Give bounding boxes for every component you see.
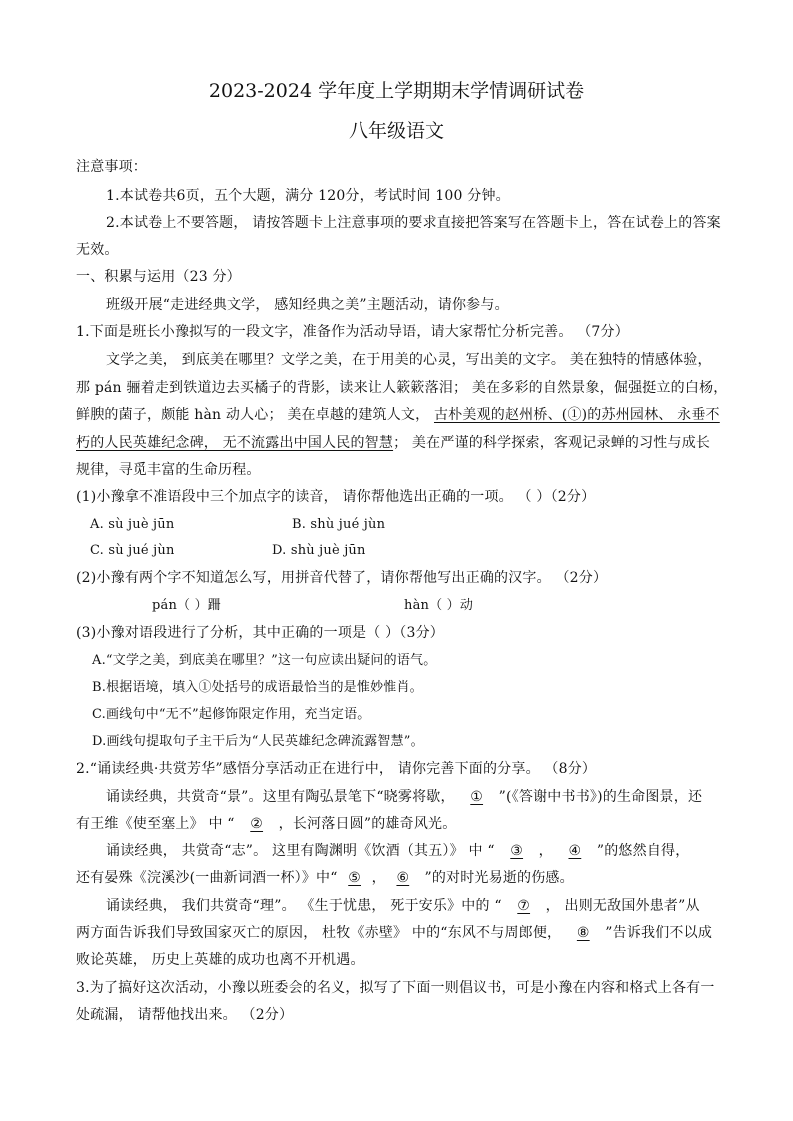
option-3c: C.画线句中“无不”起修饰限定作用，充当定语。 [92, 707, 371, 722]
underlined-sentence-part-1: 古朴美观的赵州桥、(①)的苏州园林、 永垂不 [433, 407, 720, 423]
passage-line-4 [76, 434, 710, 452]
answer-blank-1: ① [470, 789, 484, 805]
question-2-stem: 2.“诵读经典·共赏芳华”感悟分享活动正在进行中， 请你完善下面的分享。 （8分） [76, 761, 597, 777]
passage-line-1: 文学之美， 到底美在哪里？文学之美，在于用美的心灵，写出美的文字。 美在独特的情感体验， [106, 352, 712, 368]
sub-question-3-stem: (3)小豫对语段进行了分析，其中正确的一项是（ ）（3分） [76, 625, 444, 641]
answer-blank-7: ⑦ [517, 898, 531, 914]
q2-line-5 [106, 897, 700, 915]
answer-blank-6: ⑥ [396, 870, 410, 886]
q2-line-5-tail: ， 出则无敌国外患者”从 [545, 898, 700, 914]
fill-blank-han: hàn（ ）动 [404, 598, 474, 613]
section-1-intro: 班级开展“走进经典文学， 感知经典之美”主题活动，请你参与。 [106, 297, 509, 313]
answer-blank-4: ④ [568, 843, 582, 859]
q2-line-4-comma: ， [371, 870, 386, 886]
passage-line-3-text: 鲜腴的菌子，颇能 hàn 动人心； 美在卓越的建筑人文， [76, 407, 434, 423]
option-3a: A.“文学之美，到底美在哪里？”这一句应读出疑问的语气。 [92, 653, 437, 668]
question-1-stem: 1.下面是班长小豫拟写的一段文字，准备作为活动导语，请大家帮忙分析完善。 （7分） [76, 324, 629, 340]
q2-line-3-text: 诵读经典， 共赏奇“志”。 这里有陶渊明《饮酒（其五）》 中 “ [106, 843, 495, 859]
q2-line-2-text: 有王维《使至塞上》 中 “ [76, 816, 235, 832]
question-3-line-1: 3.为了搞好这次活动，小豫以班委会的名义，拟写了下面一则倡议书，可是小豫在内容和格式上各有一 [76, 980, 715, 996]
answer-blank-3: ③ [510, 843, 524, 859]
notes-heading: 注意事项： [76, 159, 147, 175]
question-3-line-2: 处疏漏， 请帮他找出来。 （2分） [76, 1007, 294, 1023]
q2-line-1-tail: ”(《答谢中书书》)的生命图景，还 [498, 789, 703, 805]
note-item-1: 1.本试卷共6页，五个大题，满分 120分，考试时间 100 分钟。 [106, 188, 510, 204]
q2-line-7: 败论英雄， 历史上英雄的成功也离不开机遇。 [76, 952, 365, 968]
exam-title: 2023-2024 学年度上学期期末学情调研试卷 [208, 80, 585, 102]
option-1c: C. sù jué jùn [90, 543, 175, 558]
option-1b: B. shù jué jùn [292, 517, 386, 532]
fill-blank-pan: pán（ ）跚 [152, 598, 221, 613]
option-1a: A. sù juè jūn [90, 517, 175, 532]
passage-line-4-text: ； 美在严谨的科学探索，客观记录蝉的习性与成长 [393, 435, 711, 451]
q2-line-6-tail: ”告诉我们不以成 [605, 925, 713, 941]
q2-line-3-tail: ”的悠然自得， [596, 843, 690, 859]
sub-question-1-stem: (1)小豫拿不准语段中三个加点字的读音， 请你帮他选出正确的一项。 （ ）（2分） [76, 489, 596, 505]
q2-line-5-text: 诵读经典， 我们共赏奇“理”。 《生于忧患， 死于安乐》中的 “ [106, 898, 502, 914]
q2-line-6 [76, 924, 712, 942]
note-item-2-line-2: 无效。 [76, 242, 119, 258]
note-item-2-line-1: 2.本试卷上不要答题， 请按答题卡上注意事项的要求直接把答案写在答题卡上，答在试卷上的答案 [106, 215, 721, 231]
q2-line-6-text: 两方面告诉我们导致国家灭亡的原因， 杜牧《赤壁》 中的“东风不与周郎便， [76, 925, 562, 941]
q2-line-1-text: 诵读经典，共赏奇“景”。这里有陶弘景笔下“晓雾将歇， [106, 789, 455, 805]
answer-blank-5: ⑤ [348, 870, 361, 886]
q2-line-2 [76, 815, 456, 833]
q2-line-4-tail: ”的对时光易逝的伤感。 [419, 870, 574, 886]
passage-line-3 [76, 406, 720, 424]
section-1-heading: 一、积累与运用（23 分） [76, 269, 241, 285]
q2-line-2-tail: ，长河落日圆”的雄奇风光。 [278, 816, 457, 832]
answer-blank-2: ② [250, 816, 264, 832]
option-3d: D.画线句提取句子主干后为“人民英雄纪念碑流露智慧”。 [92, 734, 424, 749]
exam-subtitle: 八年级语文 [348, 120, 444, 142]
q2-line-4 [76, 869, 574, 887]
option-3b: B.根据语境，填入①处括号的成语最恰当的是惟妙惟肖。 [92, 680, 423, 695]
passage-line-5: 规律，寻觅丰富的生命历程。 [76, 462, 261, 478]
sub-question-2-stem: (2)小豫有两个字不知道怎么写，用拼音代替了，请你帮他写出正确的汉字。 （2分） [76, 570, 608, 586]
q2-line-3-comma: ， [538, 843, 553, 859]
q2-line-4-text: 还有晏殊《浣溪沙(一曲新词酒一杯）》中“ [76, 870, 338, 886]
q2-line-1 [106, 788, 702, 806]
underlined-sentence-part-2: 朽的人民英雄纪念碑， 无不流露出中国人民的智慧 [76, 435, 394, 451]
q2-line-3 [106, 842, 689, 860]
passage-line-2: 那 pán 骊着走到铁道边去买橘子的背影，读来让人簌簌落泪； 美在多彩的自然景象，倔强挺立的白杨， [76, 380, 728, 396]
answer-blank-8: ⑧ [576, 925, 590, 941]
option-1d: D. shù juè jūn [272, 543, 366, 558]
